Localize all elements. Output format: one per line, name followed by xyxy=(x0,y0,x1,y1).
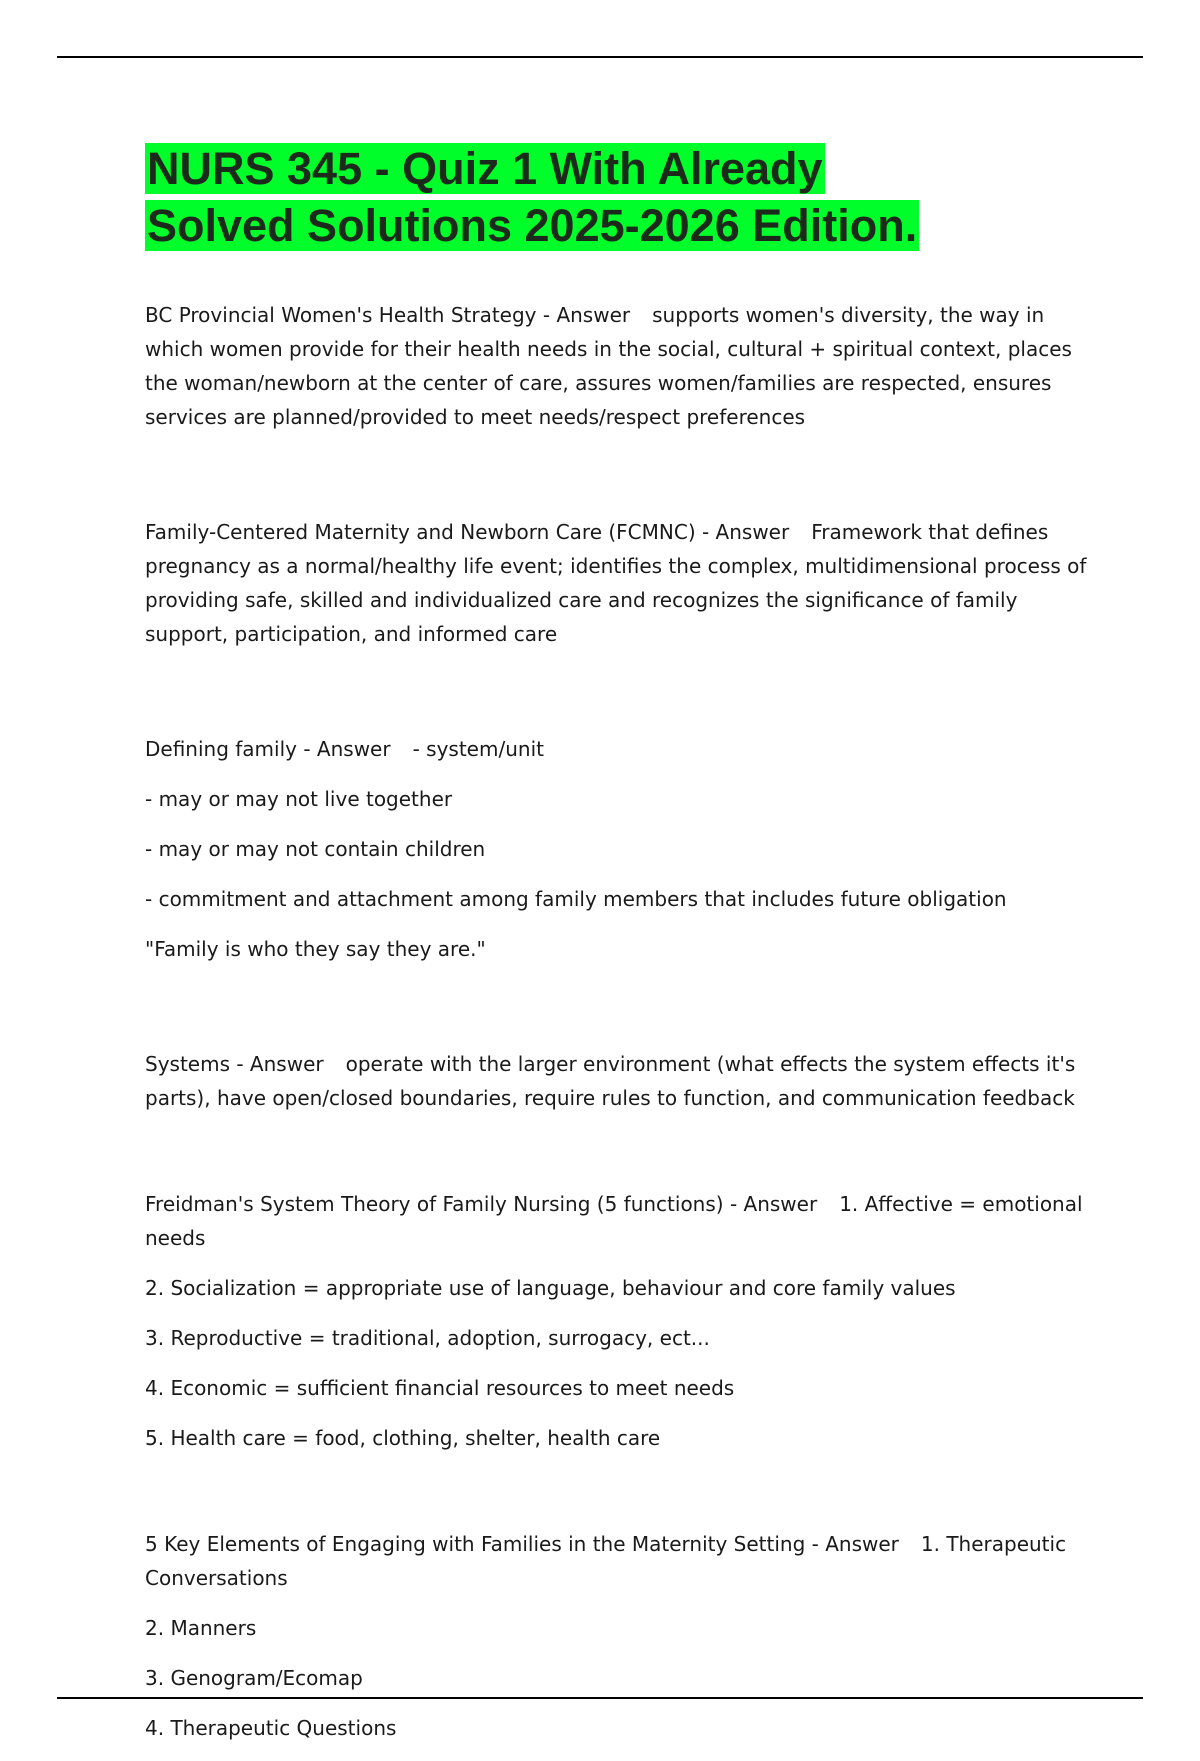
document-title xyxy=(145,140,1095,254)
entry-answer-line: - may or may not contain children xyxy=(145,837,486,861)
entry-term: 5 Key Elements of Engaging with Families in the Maternity Setting - Answer xyxy=(145,1532,899,1556)
qa-entry xyxy=(145,1047,1095,1115)
qa-entry xyxy=(145,298,1095,434)
entry-answer-line: 2. Manners xyxy=(145,1616,257,1640)
entry-answer: - system/unit xyxy=(412,737,544,761)
entry-paragraph xyxy=(145,298,1095,434)
entry-answer-line: 2. Socialization = appropriate use of language, behaviour and core family values xyxy=(145,1276,956,1300)
entry-answer: operate with the larger environment (what effects the system effects it's parts), have open/closed boundaries, require rules to function, and communication feedback xyxy=(145,1052,1076,1110)
top-rule xyxy=(57,56,1143,58)
qa-entry xyxy=(145,732,1095,966)
qa-entry xyxy=(145,1527,1095,1745)
entry-answer-line: 3. Reproductive = traditional, adoption, surrogacy, ect... xyxy=(145,1326,710,1350)
entry-term: Freidman's System Theory of Family Nursing (5 functions) - Answer xyxy=(145,1192,818,1216)
qa-entry xyxy=(145,515,1095,651)
entry-term: Systems - Answer xyxy=(145,1052,324,1076)
entry-answer-line: 5. Health care = food, clothing, shelter, health care xyxy=(145,1426,661,1450)
bottom-rule xyxy=(57,1697,1143,1699)
entry-paragraph xyxy=(145,1047,1095,1115)
entry-answer-line: - commitment and attachment among family members that includes future obligation xyxy=(145,887,1007,911)
entry-answer: supports women's diversity, the way in which women provide for their health needs in the social, cultural + spiritual context, places the woman/newborn at the center of care, assures women/families are respected, ensures services are planned/provided to meet needs/respect preferences xyxy=(145,303,1072,429)
qa-entry xyxy=(145,1187,1095,1455)
entry-term: Defining family - Answer xyxy=(145,737,391,761)
entry-answer: Framework that defines pregnancy as a normal/healthy life event; identifies the complex, multidimensional process of providing safe, skilled and individualized care and recognizes the significance of family support, participation, and informed care xyxy=(145,520,1087,646)
entry-answer-line: 4. Economic = sufficient financial resources to meet needs xyxy=(145,1376,735,1400)
title-line-1: NURS 345 - Quiz 1 With Already xyxy=(147,143,823,194)
entry-term: Family-Centered Maternity and Newborn Care (FCMNC) - Answer xyxy=(145,520,790,544)
entry-paragraph xyxy=(145,515,1095,651)
entry-term: BC Provincial Women's Health Strategy - Answer xyxy=(145,303,631,327)
document-body xyxy=(145,140,1095,1761)
entry-paragraph xyxy=(145,1527,1095,1595)
entry-answer: 1. Therapeutic Conversations xyxy=(145,1532,1067,1590)
entry-answer-line: "Family is who they say they are." xyxy=(145,937,486,961)
entry-answer-line: 4. Therapeutic Questions xyxy=(145,1716,397,1740)
entry-paragraph xyxy=(145,732,1095,766)
entry-answer: 1. Affective = emotional needs xyxy=(145,1192,1083,1250)
entry-answer-line: - may or may not live together xyxy=(145,787,453,811)
title-line-2: Solved Solutions 2025-2026 Edition. xyxy=(147,200,918,251)
entry-answer-line: 3. Genogram/Ecomap xyxy=(145,1666,363,1690)
entry-paragraph xyxy=(145,1187,1095,1255)
